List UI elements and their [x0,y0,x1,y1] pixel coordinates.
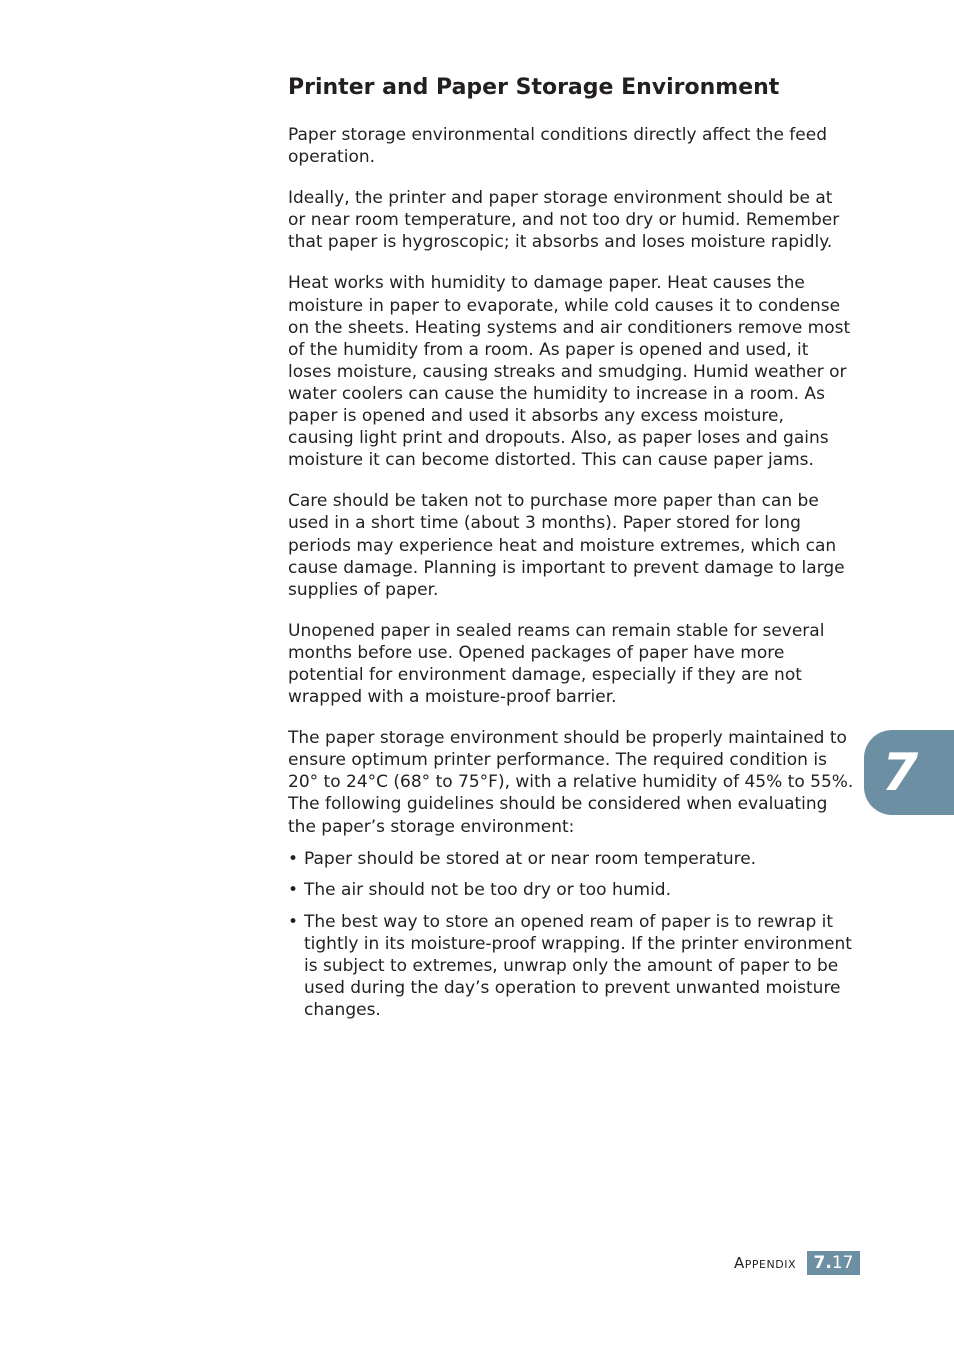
main-content [288,72,854,1031]
chapter-number: 7 [882,743,919,803]
bullet-icon: • [288,880,299,901]
chapter-tab [864,730,954,815]
paragraph: Care should be taken not to purchase more paper than can be used in a short time (about 3 months). Paper stored for long periods may experience heat and moisture extremes, which can cause damage. Planning is important to prevent damage to large supplies of paper. [288,491,845,600]
section-title: Printer and Paper Storage Environment [288,75,780,100]
paragraph: The paper storage environment should be properly maintained to ensure optimum printer performance. The required condition is 20° to 24°C (68° to 75°F), with a relative humidity of 45% to 55%. The following guidelines should be considered when evaluating the paper’s storage environment: [288,728,854,837]
list-item-text: The air should not be too dry or too humid. [304,880,671,901]
list-item [288,911,854,1021]
bullet-icon: • [288,911,299,932]
paragraph: Unopened paper in sealed reams can remain stable for several months before use. Opened packages of paper have more potential for environment damage, especially if they are not wrapped with a moisture-proof barrier. [288,620,825,708]
bullet-icon: • [288,848,299,869]
paragraph: Ideally, the printer and paper storage environment should be at or near room temperature, and not too dry or humid. Remember that paper is hygroscopic; it absorbs and loses moisture rapidly. [288,188,840,253]
list-item [288,848,854,870]
footer-section-label: Appendix [734,1254,796,1272]
page-footer [600,1251,860,1275]
chapter-prefix: 7. [813,1253,832,1273]
list-item [288,879,854,901]
page-number: 17 [831,1253,854,1273]
list-item-text: Paper should be stored at or near room temperature. [304,848,757,869]
page-number-badge [807,1251,860,1275]
guidelines-list [288,848,854,1022]
paragraph: Heat works with humidity to damage paper. Heat causes the moisture in paper to evaporate, while cold causes it to condense on the sheets. Heating systems and air conditioners remove most of the humidity from a room. As paper is opened and used, it loses moisture, causing streaks and smudging. Humid weather or water coolers can cause the humidity to increase in a room. As paper is opened and used it absorbs any excess moisture, causing light print and dropouts. Also, as paper loses and gains moisture it can become distorted. This can cause paper jams. [288,273,851,471]
paragraph: Paper storage environmental conditions directly affect the feed operation. [288,125,827,168]
list-item-text: The best way to store an opened ream of paper is to rewrap it tightly in its moisture-proof wrapping. If the printer environment is subject to extremes, unwrap only the amount of paper to be used during the day’s operation to prevent unwanted moisture changes. [304,911,852,1021]
